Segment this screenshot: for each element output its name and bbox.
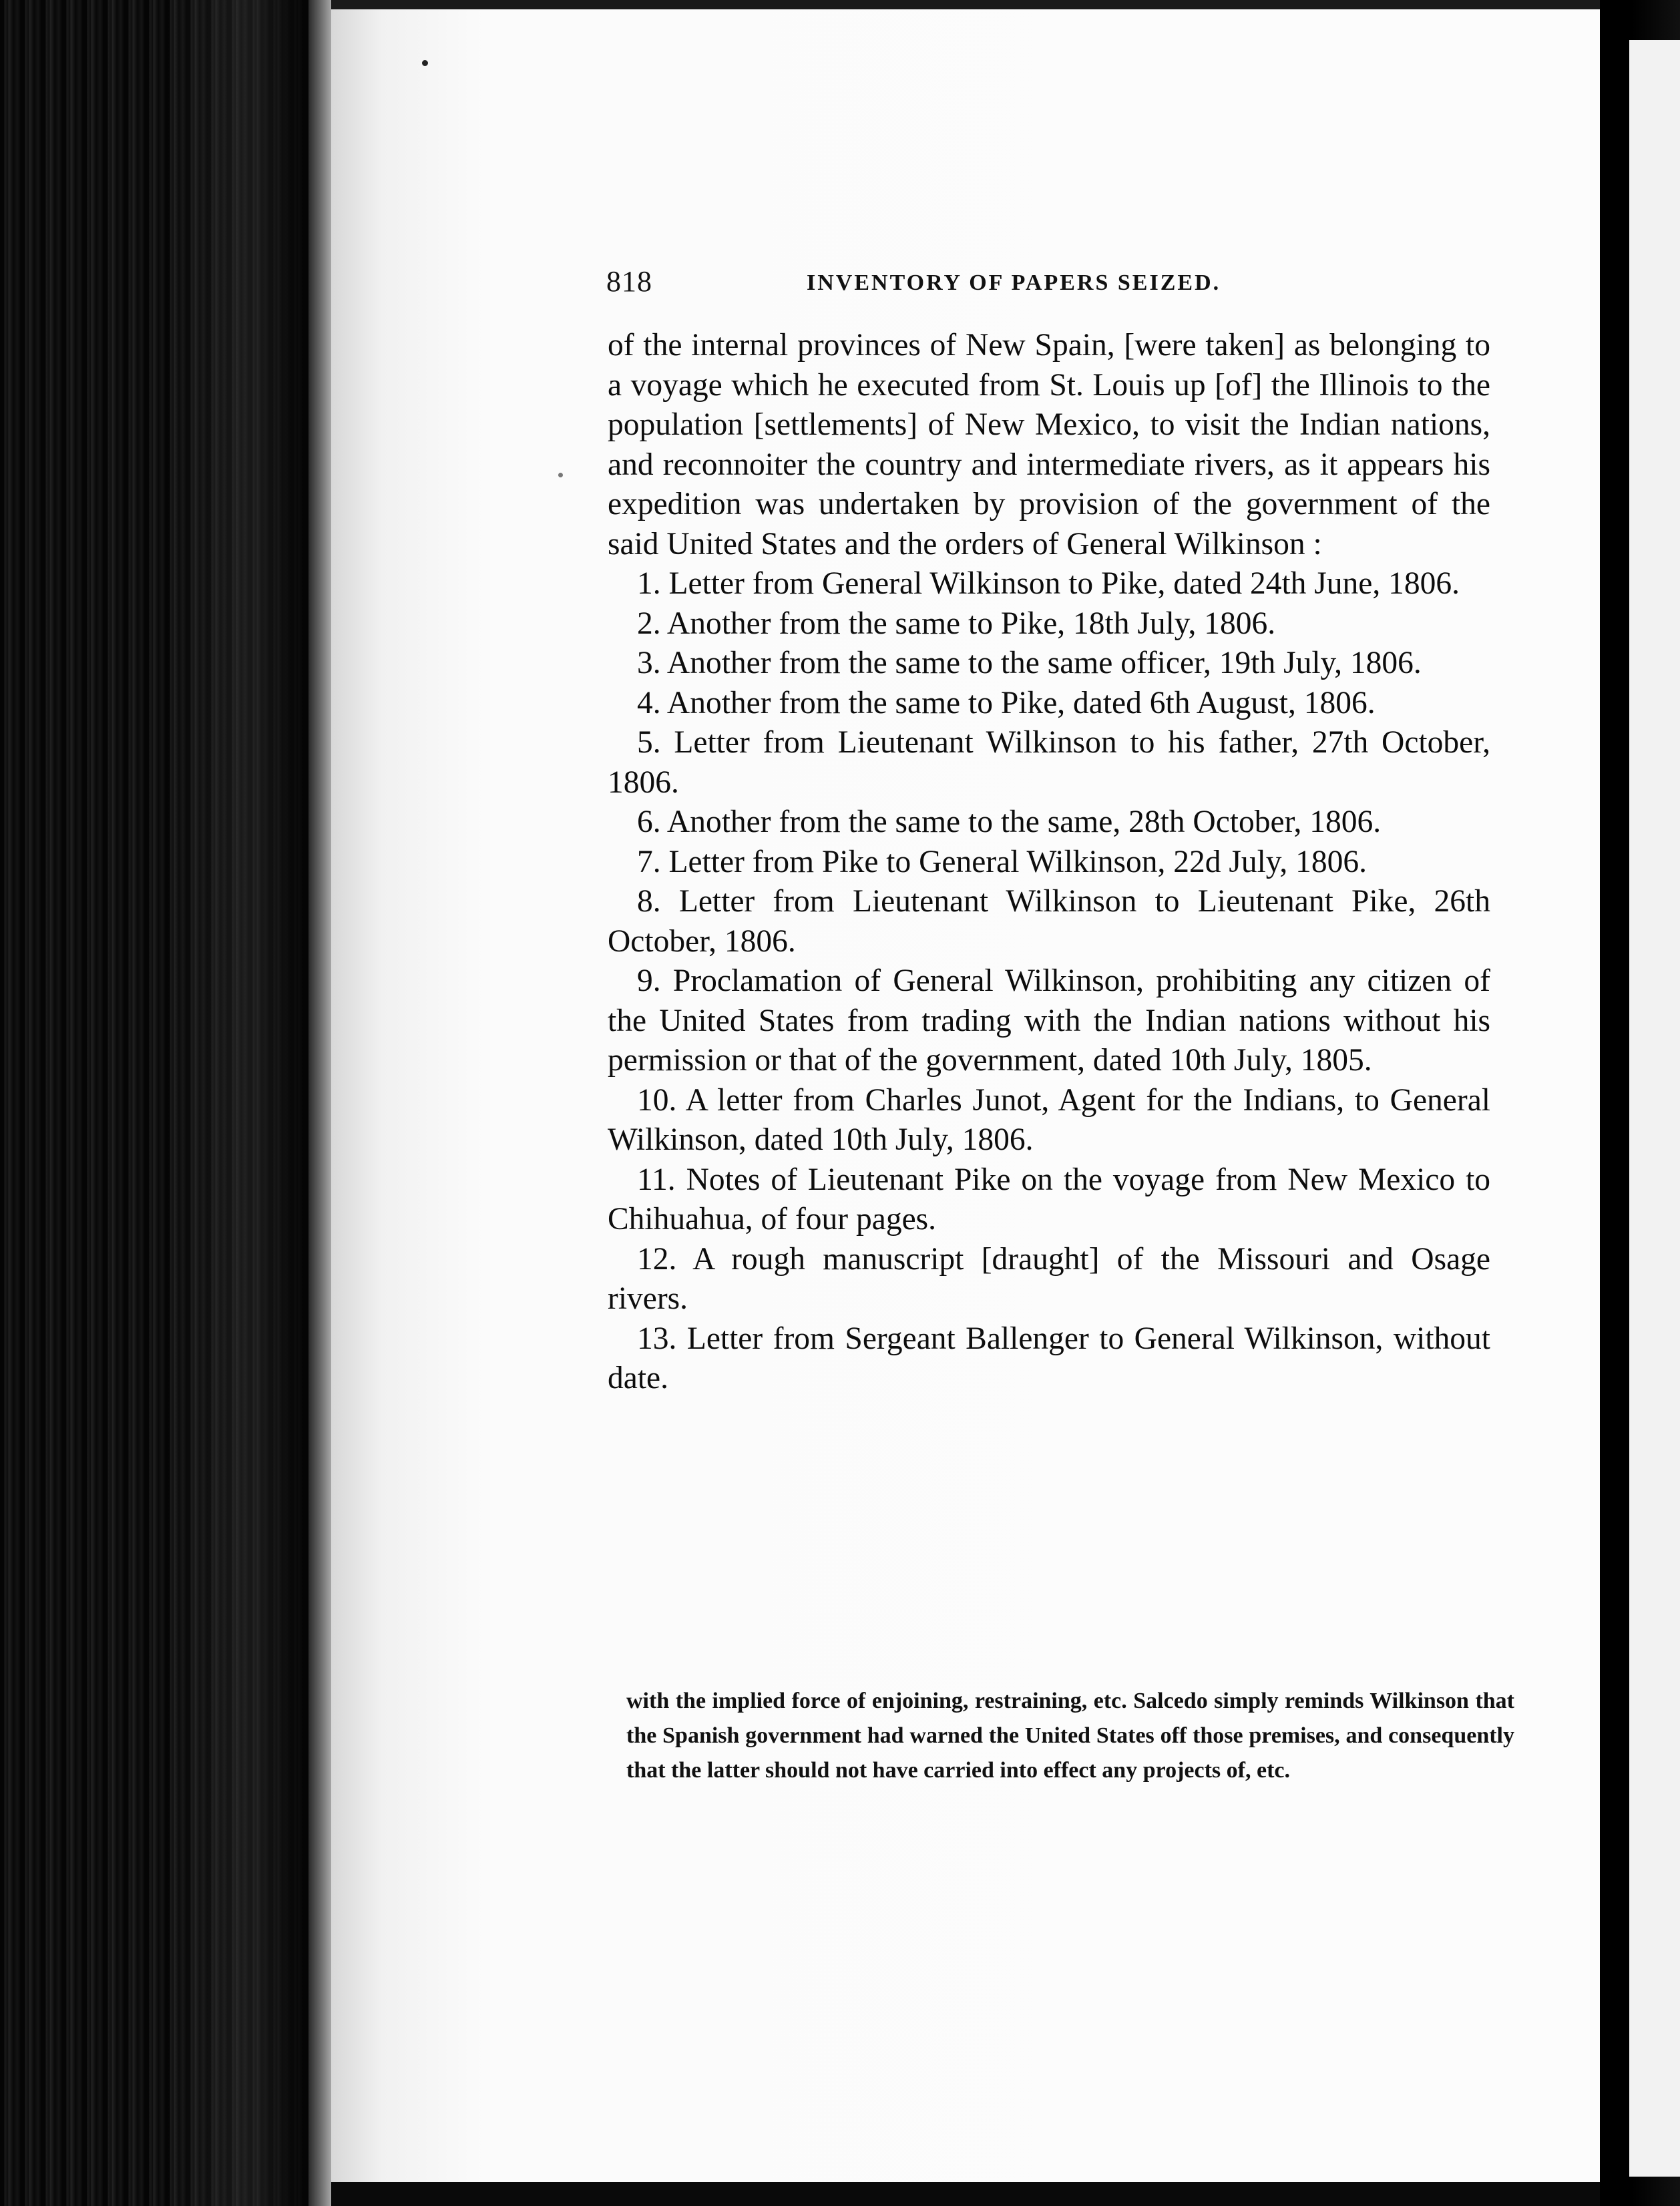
item-number: 7. [637, 844, 661, 879]
item-number: 10. [637, 1082, 677, 1118]
list-item [608, 644, 1490, 684]
list-item [608, 564, 1490, 604]
item-text: Letter from Pike to General Wilkinson, 22d July, 1806. [668, 844, 1368, 879]
next-page-edge [1629, 40, 1680, 2177]
opening-paragraph: of the internal provinces of New Spain, [were taken] as belonging to a voyage which he executed from St. Louis up [of] the Illinois to the population [settlements] of New Mexico, to visit the Indian nations, and reconnoiter the country and intermediate rivers, as it appears his expedition was undertaken by provision of the government of the said United States and the orders of General Wilkinson : [608, 328, 1490, 562]
body-text [608, 326, 1490, 1399]
list-item [608, 1240, 1490, 1319]
running-head [606, 262, 1287, 302]
ink-speck [558, 473, 563, 477]
item-text: A rough manuscript [draught] of the Missouri and Osage rivers. [608, 1241, 1490, 1316]
item-number: 5. [637, 725, 661, 760]
list-item [608, 882, 1490, 961]
item-text: Another from the same to the same officer, 19th July, 1806. [666, 646, 1422, 680]
item-text: Letter from Lieutenant Wilkinson to Lieutenant Pike, 26th October, 1806. [608, 884, 1490, 959]
list-item [608, 961, 1490, 1081]
list-item [608, 1319, 1490, 1399]
item-text: A letter from Charles Junot, Agent for the Indians, to General Wilkinson, dated 10th July, 1806. [608, 1082, 1490, 1157]
list-item [608, 1160, 1490, 1240]
item-text: Another from the same to Pike, 18th July, 1806. [666, 606, 1276, 641]
running-head-title: INVENTORY OF PAPERS SEIZED. [807, 270, 1221, 295]
item-number: 2. [637, 606, 661, 641]
item-text: Letter from General Wilkinson to Pike, dated 24th June, 1806. [668, 566, 1460, 601]
spine-shadow [167, 0, 314, 2206]
item-text: Another from the same to Pike, dated 6th August, 1806. [666, 685, 1376, 720]
item-text: Letter from Sergeant Ballenger to General Wilkinson, without date. [608, 1321, 1490, 1395]
footnote: with the implied force of enjoining, restraining, etc. Salcedo simply reminds Wilkinson that the Spanish government had warned the United States off those premises, and consequently that the latter should not have carried into effect any projects of, etc. [626, 1689, 1514, 1783]
ink-speck [422, 60, 428, 66]
list-item [608, 723, 1490, 803]
item-number: 1. [637, 566, 661, 601]
item-number: 12. [637, 1241, 677, 1277]
page-bottom-border [331, 2182, 1600, 2206]
list-item [608, 1081, 1490, 1160]
list-item [608, 604, 1490, 644]
item-number: 13. [637, 1321, 677, 1356]
list-item [608, 684, 1490, 724]
page-number: 818 [606, 265, 652, 298]
item-text: Letter from Lieutenant Wilkinson to his father, 27th October, 1806. [608, 725, 1490, 800]
page-top-border [331, 0, 1600, 9]
list-item [608, 843, 1490, 883]
item-number: 6. [637, 805, 661, 839]
item-number: 9. [637, 963, 661, 998]
item-number: 4. [637, 685, 661, 720]
item-text: Notes of Lieutenant Pike on the voyage from New Mexico to Chihuahua, of four pages. [608, 1162, 1491, 1237]
list-item [608, 803, 1490, 843]
item-number: 11. [637, 1162, 676, 1197]
item-number: 3. [637, 646, 661, 680]
item-text: Proclamation of General Wilkinson, prohibiting any citizen of the United States from trading with the Indian nations without his permission or that of the government, dated 10th July, 1805. [608, 963, 1490, 1078]
item-number: 8. [637, 884, 661, 919]
item-text: Another from the same to the same, 28th October, 1806. [666, 805, 1382, 839]
